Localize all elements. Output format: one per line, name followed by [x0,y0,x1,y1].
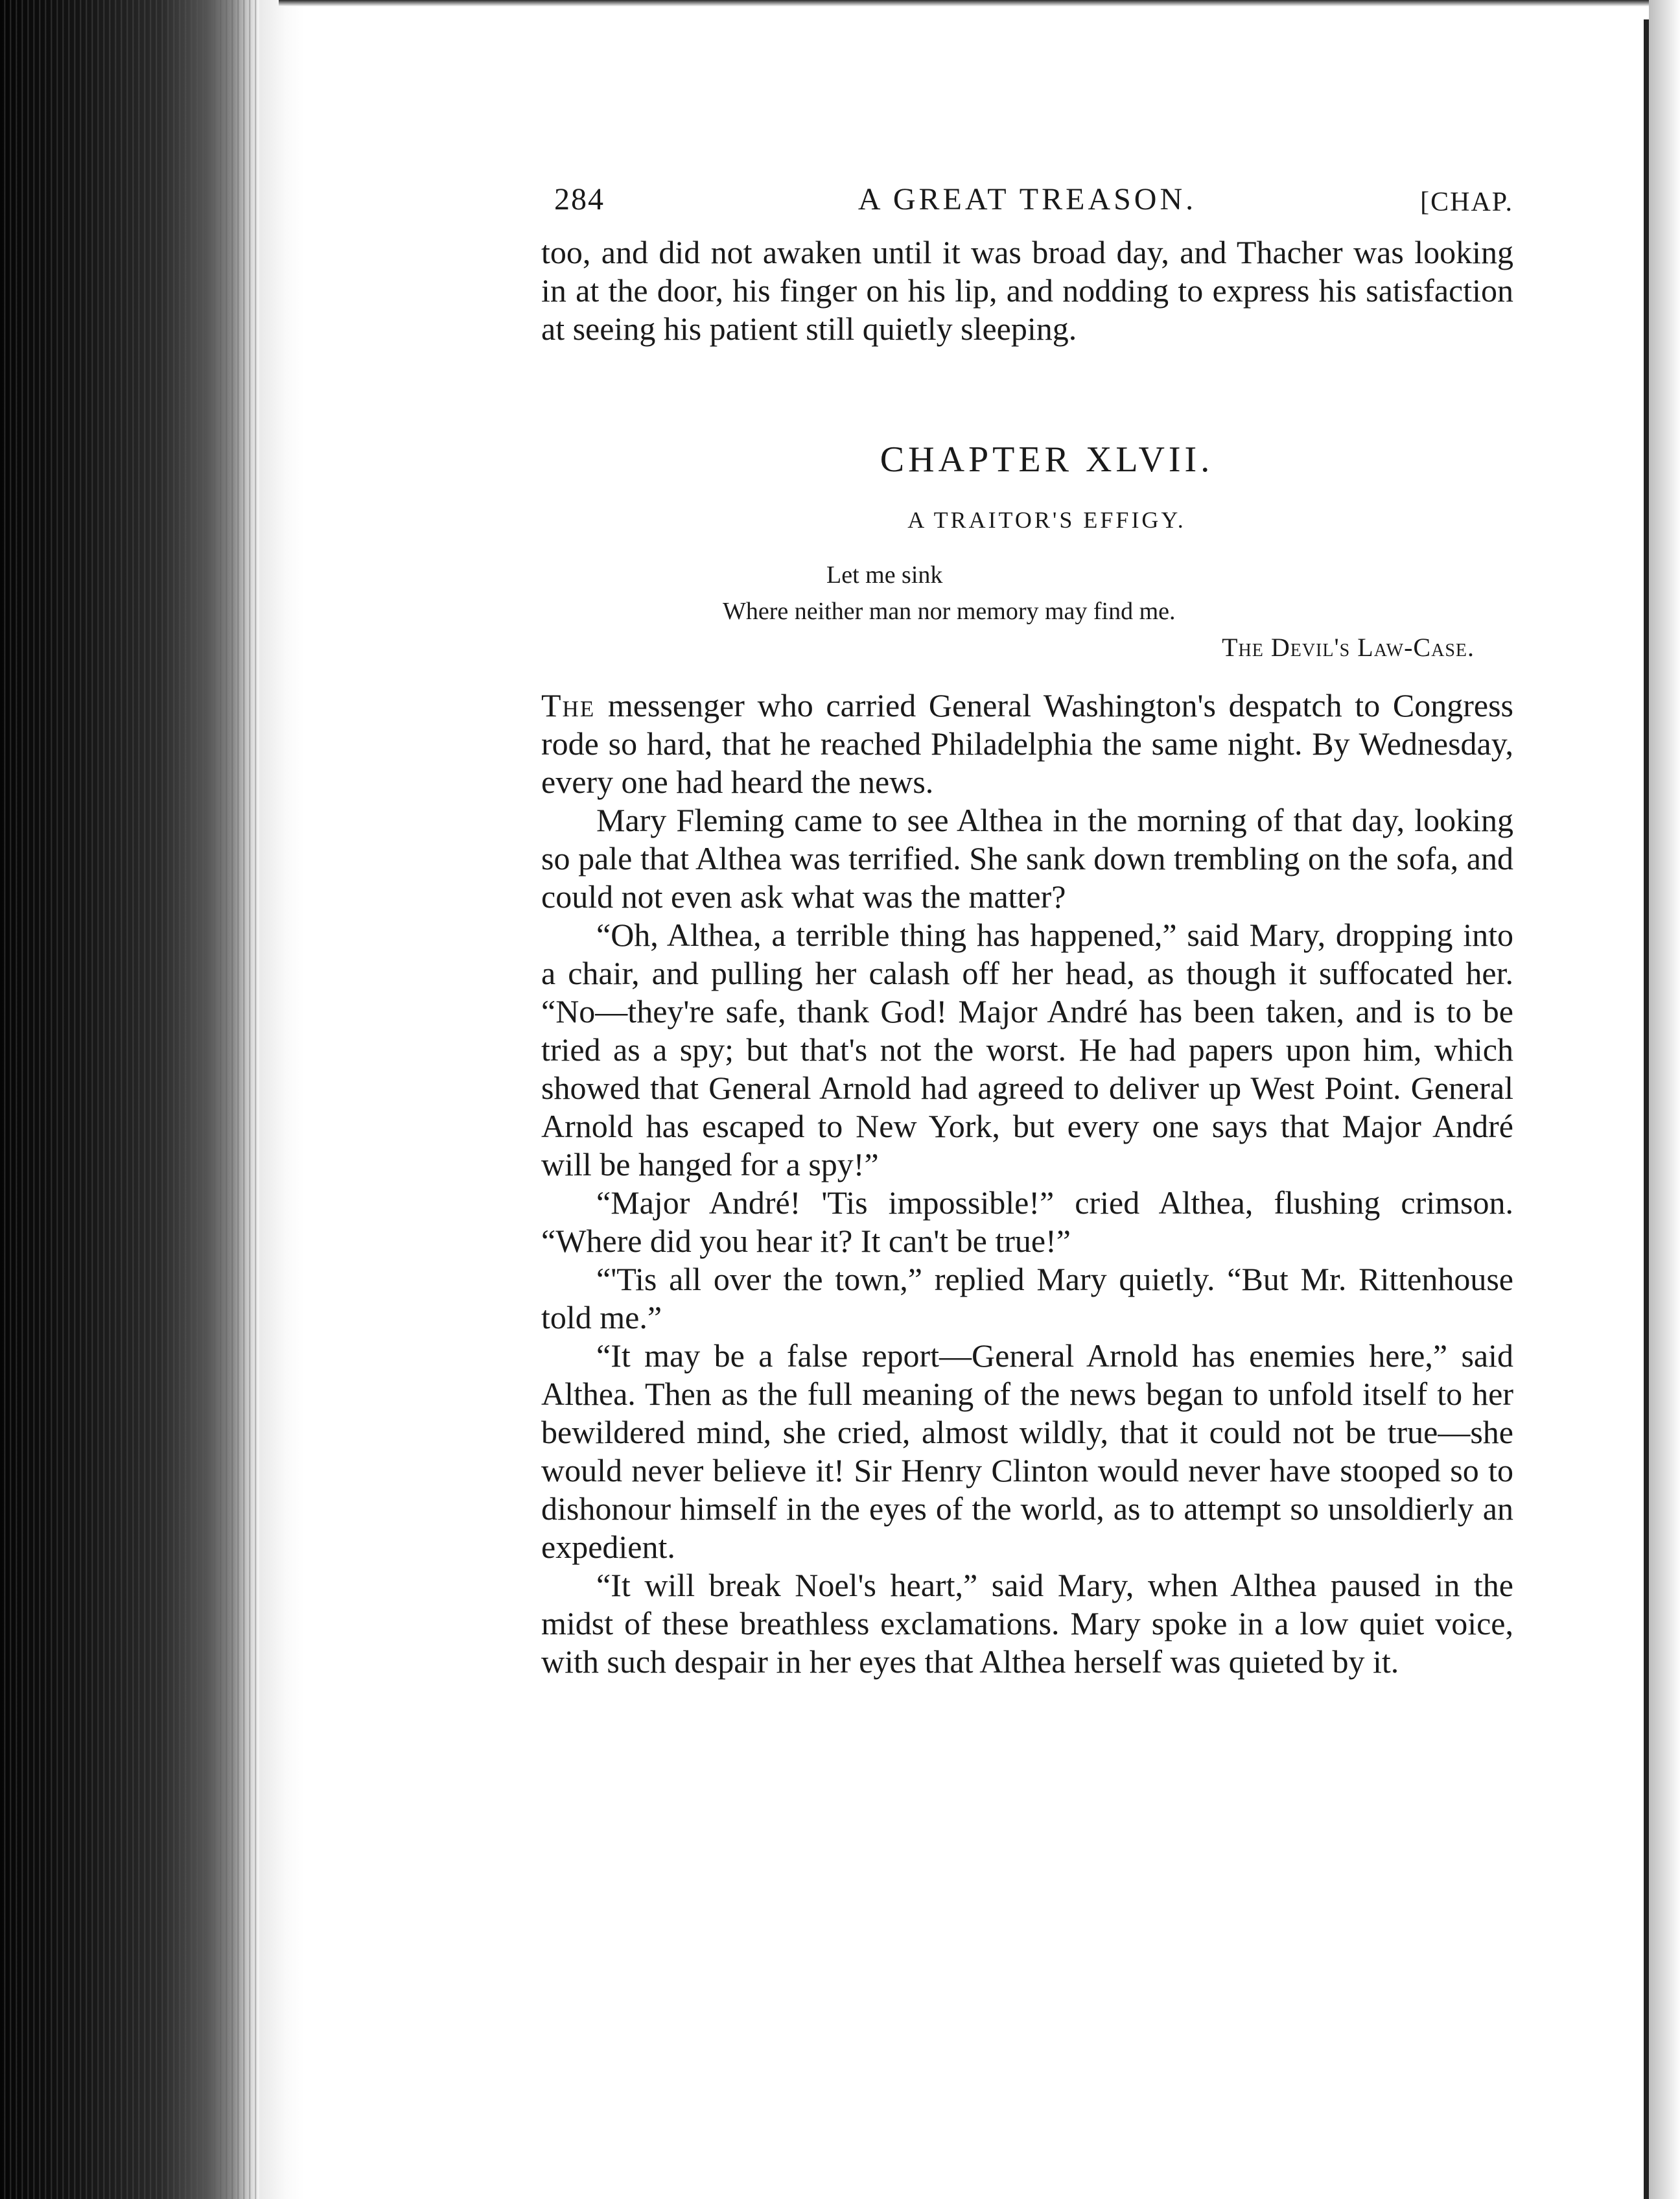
paragraph-text: messenger who carried General Washington's despatch to Congress rode so hard, that he reached Philadelphia the same night. By Wednesday, every one had heard the news. [541,687,1513,800]
chapter-subtitle: A TRAITOR'S EFFIGY. [907,507,1186,533]
running-title: A GREAT TREASON. [858,182,1197,217]
epigraph-line: Where neither man nor memory may find me. [723,598,1176,625]
chapter-title: CHAPTER XLVII. [880,440,1214,480]
page-number: 284 [554,182,605,217]
body-paragraph [541,687,1513,801]
book-page [541,175,1513,1681]
epigraph [541,557,1513,666]
epigraph-source: The Devil's Law-Case. [1222,633,1475,662]
right-margin-shadow [1649,0,1680,2199]
body-paragraph: “It may be a false report—General Arnold has enemies here,” said Althea. Then as the full meaning of the news began to unfold itself to her bewildered mind, she cried, almost wildly, that it could not be true—she would never believe it! Sir Henry Clinton would never have stooped so to dishonour himself in the eyes of the world, as to attempt so unsoldierly an expedient. [541,1337,1513,1565]
continuation-paragraph: too, and did not awaken until it was broad day, and Thacher was looking in at the door, his finger on his lip, and nodding to express his satisfaction at seeing his patient still quietly sleeping. [541,234,1513,347]
top-edge-shadow [279,0,1666,6]
epigraph-line: Let me sink [826,561,943,589]
body-paragraph: “'Tis all over the town,” replied Mary quietly. “But Mr. Rittenhouse told me.” [541,1261,1513,1335]
body-paragraph: “Oh, Althea, a terrible thing has happened,” said Mary, dropping into a chair, and pulling her calash off her head, as though it suffocated her. “No—they're safe, thank God! Major André has been taken, and is to be tried as a spy; but that's not the worst. He had papers upon him, which showed that General Arnold had agreed to deliver up West Point. General Arnold has escaped to New York, but every one says that Major André will be hanged for a spy!” [541,917,1513,1182]
right-page-edge [1644,19,1649,2199]
running-head [541,175,1513,233]
body-paragraph: Mary Fleming came to see Althea in the morning of that day, looking so pale that Althea was terrified. She sank down trembling on the sofa, and could not even ask what was the matter? [541,802,1513,915]
book-spine-edge [0,0,259,2199]
body-paragraph: “It will break Noel's heart,” said Mary, when Althea paused in the midst of these breathless exclamations. Mary spoke in a low quiet voice, with such despair in her eyes that Althea herself was quieted by it. [541,1567,1513,1680]
chapter-body [541,687,1513,1681]
body-paragraph: “Major André! 'Tis impossible!” cried Althea, flushing crimson. “Where did you hear it? It can't be true!” [541,1184,1513,1259]
opening-word: The [541,687,596,723]
page-gutter [259,0,305,2199]
chapter-marker: [CHAP. [1420,187,1513,217]
